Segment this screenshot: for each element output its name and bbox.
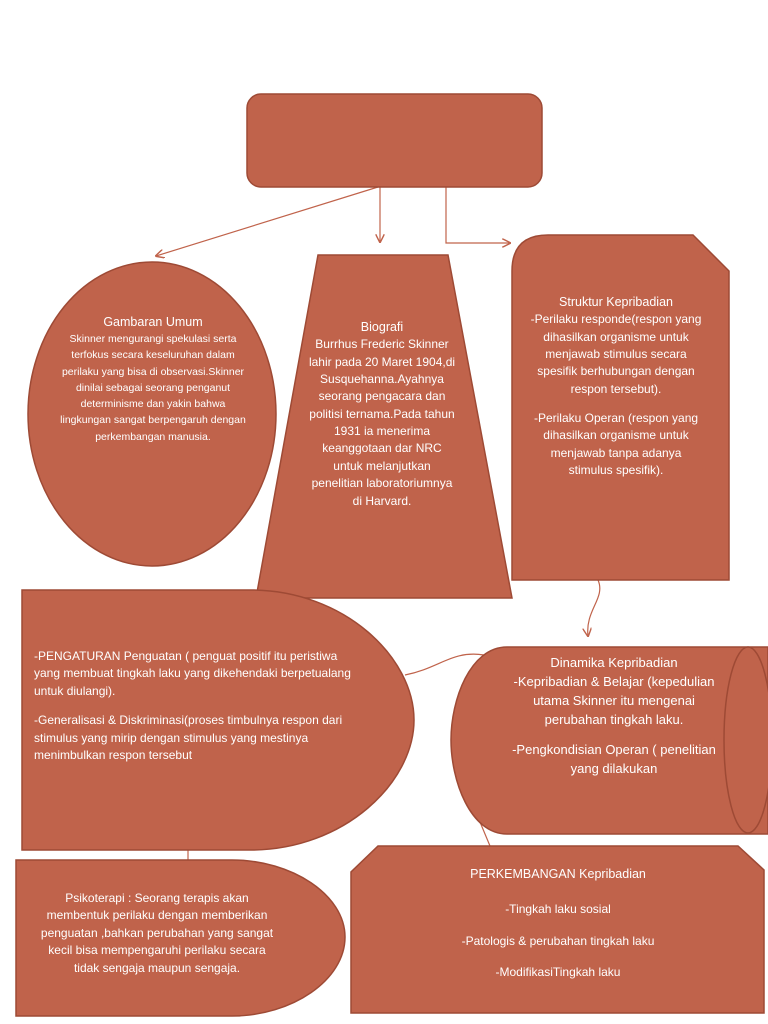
dinamika-text <box>508 654 720 779</box>
gambaran-text <box>58 313 248 445</box>
perkembangan-item: -Tingkah laku sosial <box>505 902 611 917</box>
dinamika-p1: -Kepribadian & Belajar (kepedulian utama Skinner itu mengenai perubahan tingkah laku. <box>513 673 715 727</box>
struktur-text <box>528 293 704 480</box>
gambaran-body: Skinner mengurangi spekulasi serta terfokus secara keseluruhan dalam perilaku yang bisa di observasi.Skinner dinilai sebagai seorang penganut determinisme dan yakin bahwa lingkungan sangat berpengaruh dengan perkembangan manusia. <box>60 333 246 443</box>
pengaturan-p2: -Generalisasi & Diskriminasi(proses timbulnya respon dari stimulus yang mirip dengan stimulus yang mestinya menimbulkan respon tersebut <box>34 713 343 762</box>
struktur-p1: -Perilaku responde(respon yang dihasilkan organisme untuk menjawab stimulus secara spesifik berhubungan dengan respon tersebut). <box>530 312 702 396</box>
psikoterapi-body: Psikoterapi : Seorang terapis akan membentuk perilaku dengan memberikan penguatan ,bahkan perubahan yang sangat kecil bisa mempengaruhi perilaku secara tidak sengaja maupun sengaja. <box>40 891 274 975</box>
biografi-body: Burrhus Frederic Skinner lahir pada 20 Maret 1904,di Susquehanna.Ayahnya seorang pengacara dan politisi ternama.Pada tahun 1931 ia menerima keanggotaan dar NRC untuk melanjutkan penelitian laboratoriumnya di Harvard. <box>308 337 456 508</box>
top-box[interactable] <box>247 94 542 187</box>
struktur-p2: -Perilaku Operan (respon yang dihasilkan organisme untuk menjawab tanpa adanya stimulus spesifik). <box>533 411 699 478</box>
perkembangan-text <box>400 865 716 981</box>
perkembangan-item: -ModifikasiTingkah laku <box>495 964 621 979</box>
perkembangan-title: PERKEMBANGAN Kepribadian <box>470 867 646 881</box>
biografi-title: Biografi <box>360 320 404 334</box>
connector-struktur-to-dinamika <box>588 580 600 636</box>
perkembangan-item: -Patologis & perubahan tingkah laku <box>461 933 655 948</box>
biografi-text <box>306 318 458 510</box>
gambaran-title: Gambaran Umum <box>103 315 203 329</box>
psikoterapi-text <box>34 890 280 977</box>
dinamika-cylinder-edge <box>724 647 768 833</box>
connector-top-to-gambaran <box>156 187 378 256</box>
pengaturan-p1: -PENGATURAN Penguatan ( penguat positif itu peristiwa yang membuat tingkah laku yang dikehendaki berpetualang untuk diulangi). <box>34 649 351 698</box>
connector-top-to-struktur <box>446 187 510 243</box>
pengaturan-text <box>34 648 364 764</box>
dinamika-title: Dinamika Kepribadian <box>550 655 678 670</box>
struktur-title: Struktur Kepribadian <box>559 295 673 309</box>
dinamika-p2: -Pengkondisian Operan ( penelitian yang dilakukan <box>512 742 716 777</box>
